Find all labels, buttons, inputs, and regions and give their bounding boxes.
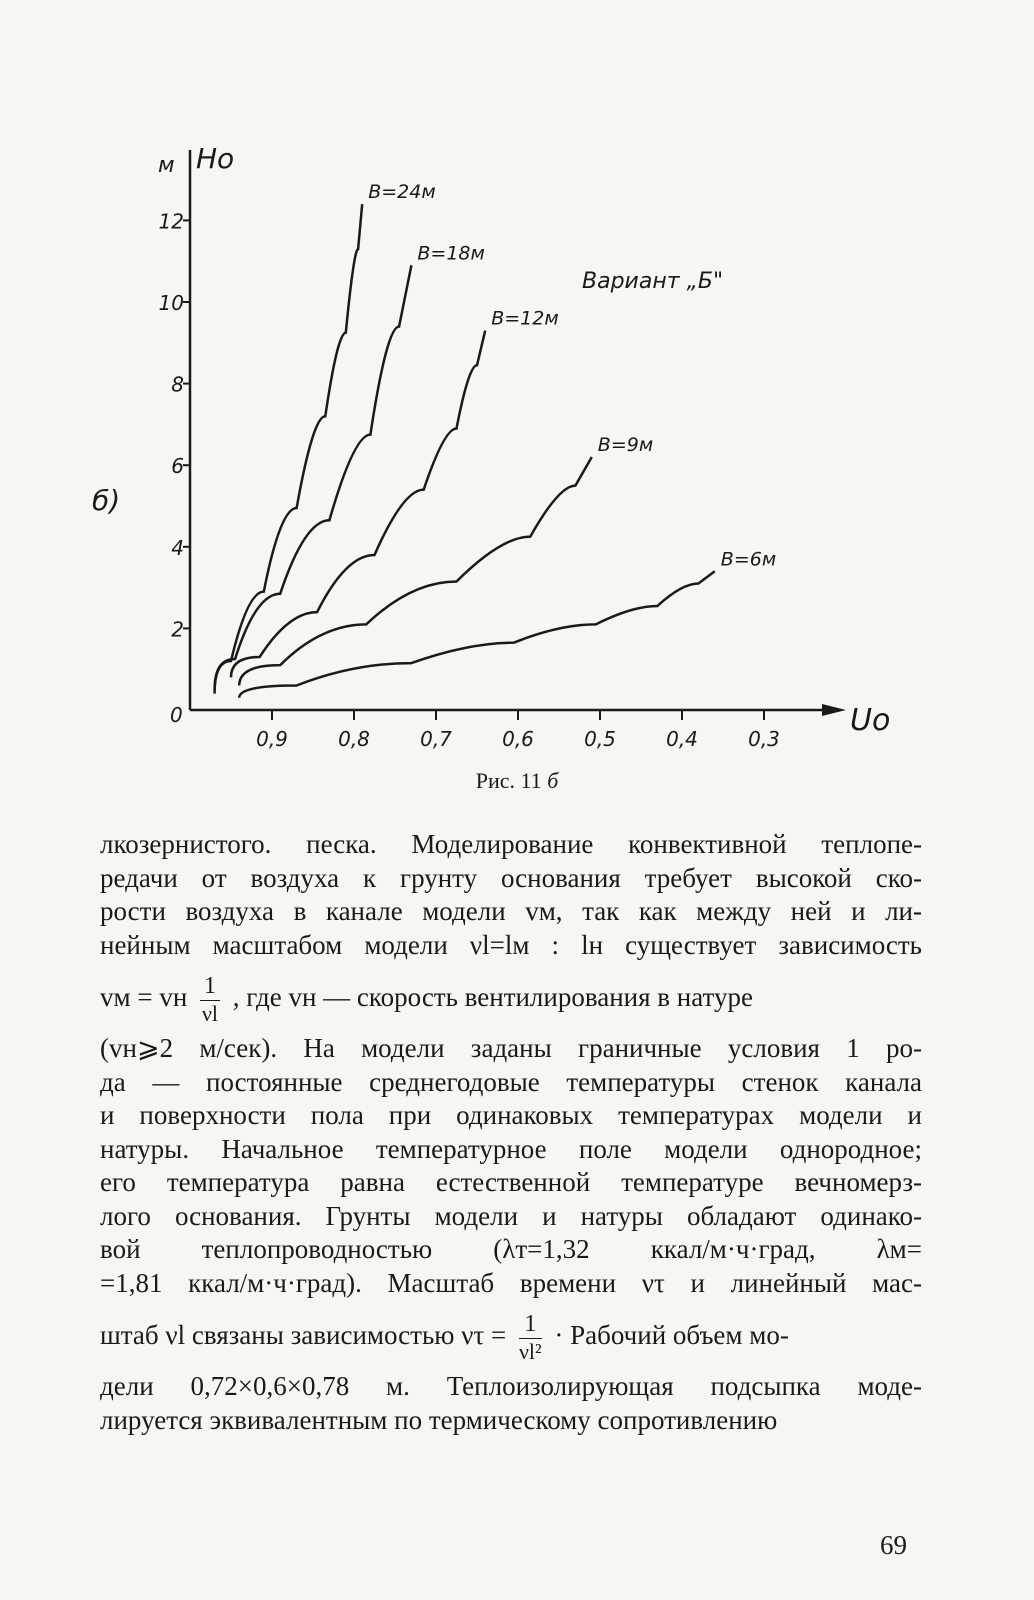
body-text — [100, 828, 922, 1437]
text-line: его температура равна естественной температуре вечномерз- — [100, 1167, 922, 1197]
figure-chart — [0, 0, 1034, 760]
caption-suffix: б — [547, 768, 559, 793]
x-tick-label: 0,3 — [748, 727, 780, 751]
y-tick-label: 2 — [171, 617, 184, 642]
series-label: B=24м — [368, 181, 436, 204]
x-axis-arrow — [822, 704, 846, 716]
fraction-numerator: 1 — [200, 974, 220, 1001]
formula-left: vм = vн — [100, 982, 188, 1012]
y-ticks — [159, 209, 191, 727]
x-tick-label: 0,8 — [338, 727, 370, 751]
panel-label: б) — [92, 484, 121, 517]
text-line: и поверхности пола при одинаковых температурах модели и — [100, 1100, 922, 1130]
y-axis-label: Hо — [196, 142, 235, 175]
text-line: вой теплопроводностью (λт=1,32 ккал/м·ч·град, λм= — [100, 1234, 922, 1264]
y-tick-label: 6 — [171, 454, 184, 479]
formula-right: , где vн — скорость вентилирования в натуре — [232, 982, 753, 1012]
page-number: 69 — [880, 1530, 907, 1560]
series-label: B=6м — [720, 548, 777, 571]
series-line — [215, 204, 363, 694]
fraction-denominator: νl² — [518, 1339, 542, 1365]
text-line: рости воздуха в канале модели vм, так как между ней и ли- — [100, 896, 922, 926]
formula-right: · Рабочий объем мо- — [554, 1320, 789, 1350]
y-tick-label: 0 — [170, 703, 183, 727]
formula-left: штаб νl связаны зависимостью ντ = — [100, 1320, 507, 1350]
variant-annotation: Вариант „Б" — [582, 269, 724, 294]
text-line: (vн⩾2 м/сек). На модели заданы граничные условия 1 ро- — [100, 1033, 922, 1063]
caption-prefix: Рис. 11 — [475, 768, 542, 793]
text-line: натуры. Начальное температурное поле модели однородное; — [100, 1133, 922, 1164]
figure-caption — [0, 768, 1034, 794]
text-line: =1,81 ккал/м·ч·град). Масштаб времени ντ и линейный мас- — [100, 1267, 922, 1298]
y-unit-label: м — [158, 153, 175, 178]
fraction — [519, 1312, 542, 1363]
formula-velocity — [100, 962, 922, 1032]
fraction-numerator: 1 — [519, 1312, 542, 1339]
x-tick-label: 0,5 — [584, 727, 616, 751]
x-tick-label: 0,9 — [256, 727, 288, 751]
y-tick-label: 12 — [158, 209, 184, 234]
x-ticks — [256, 709, 780, 751]
fraction — [200, 974, 220, 1025]
text-line: да — постоянные среднегодовые температуры стенок канала — [100, 1066, 922, 1097]
formula-time-scale — [100, 1300, 922, 1370]
x-tick-label: 0,7 — [420, 727, 452, 751]
series-line — [215, 265, 412, 689]
x-tick-label: 0,6 — [502, 727, 534, 751]
fraction-denominator: νl — [201, 1001, 219, 1027]
x-tick-label: 0,4 — [666, 727, 698, 751]
series-line — [239, 571, 715, 697]
series-label: B=12м — [491, 307, 559, 330]
y-tick-label: 10 — [158, 291, 184, 315]
y-tick-label: 4 — [171, 535, 184, 560]
curves — [215, 181, 777, 698]
text-line: редачи от воздуха к грунту основания требует высокой ско- — [100, 862, 922, 893]
x-axis-label: Uо — [850, 703, 891, 738]
series-label: B=9м — [597, 434, 654, 457]
text-line: нейным масштабом модели νl=lм : lн существует зависимость — [100, 929, 922, 960]
text-line: лкозернистого. песка. Моделирование конвективной теплопе- — [100, 829, 922, 859]
text-line: дели 0,72×0,6×0,78 м. Теплоизолирующая подсыпка моде- — [100, 1371, 922, 1401]
text-line: лируется эквивалентным по термическому сопротивлению — [100, 1404, 778, 1435]
series-label: B=18м — [417, 242, 485, 265]
text-line: лого основания. Грунты модели и натуры обладают одинако- — [100, 1200, 922, 1231]
y-tick-label: 8 — [171, 372, 184, 397]
